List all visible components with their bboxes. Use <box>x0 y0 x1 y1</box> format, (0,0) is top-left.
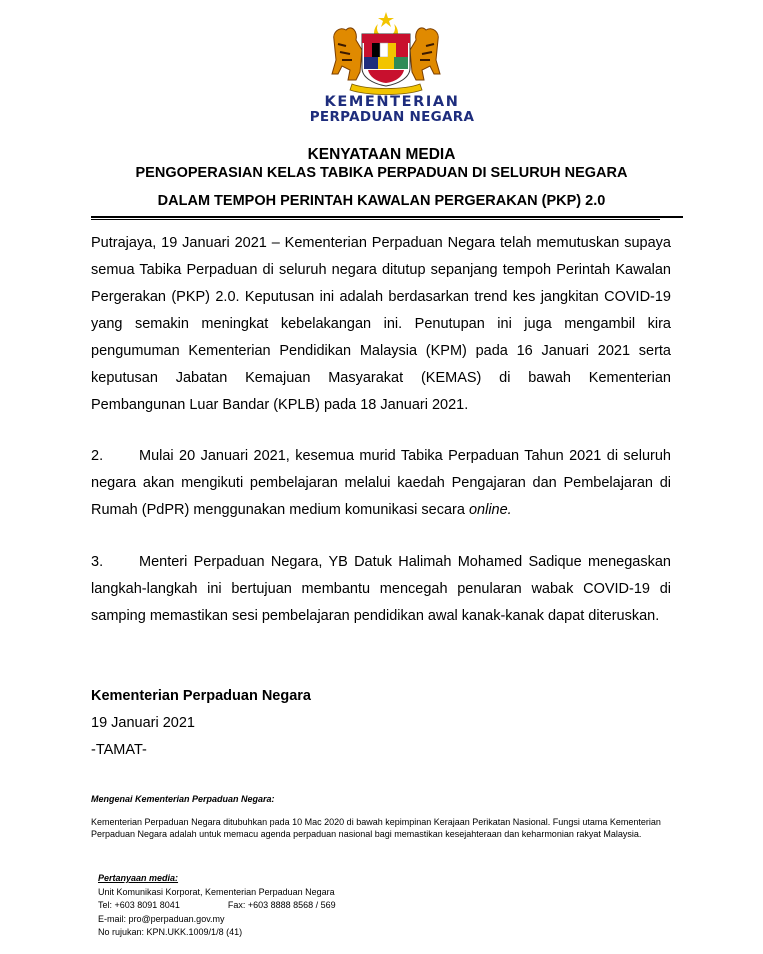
about-heading: Mengenai Kementerian Perpaduan Negara: <box>91 794 275 804</box>
contact-email: E-mail: pro@perpaduan.gov.my <box>98 913 225 924</box>
contact-reference: No rujukan: KPN.UKK.1009/1/8 (41) <box>98 927 243 937</box>
ministry-line-1: KEMENTERIAN <box>324 94 460 110</box>
divider-thick <box>91 216 683 218</box>
paragraph-3-text: Menteri Perpaduan Negara, YB Datuk Halimah Mohamed Sadique menegaskan langkah-langkah ini bertujuan membantu mencegah penularan wabak COVID-19 di samping memastikan sesi pembelajaran pendidikan awal kanak-kanak dapat diteruskan. <box>91 554 671 624</box>
headline-type: KENYATAAN MEDIA <box>307 146 456 163</box>
paragraph-1: Putrajaya, 19 Januari 2021 – Kementerian Perpaduan Negara telah memutuskan supaya semua Tabika Perpaduan di seluruh negara ditutup sepanjang tempoh Perintah Kawalan Pergerakan (PKP) 2.0. Keputusan ini adalah berdasarkan trend kes jangkitan COVID-19 yang semakin meningkat kebelakangan ini. Penutupan ini juga mengambil kira pengumuman Kementerian Pendidikan Malaysia (KPM) pada 16 Januari 2021 serta keputusan Jabatan Kemajuan Masyarakat (KEMAS) di bawah Kementerian Pembangunan Luar Bandar (KPLB) pada 18 Januari 2021. <box>91 235 671 413</box>
about-text: Kementerian Perpaduan Negara ditubuhkan pada 10 Mac 2020 di bawah kepimpinan Kerajaan Perikatan Nasional. Fungsi utama Kementerian Perpaduan Negara adalah untuk memacu agenda perpaduan nasional bagi memastikan kesejahteraan dan keharmonian rakyat Malaysia. <box>91 817 661 839</box>
divider-thin <box>91 219 660 220</box>
contact-phone-row <box>98 899 336 913</box>
headline-subtitle: DALAM TEMPOH PERINTAH KAWALAN PERGERAKAN (PKP) 2.0 <box>157 193 606 209</box>
signoff-date: 19 Januari 2021 <box>91 715 195 731</box>
paragraph-2-text: Mulai 20 Januari 2021, kesemua murid Tabika Perpaduan Tahun 2021 di seluruh negara akan mengikuti pembelajaran melalui kaedah Pengajaran dan Pembelajaran di Rumah (PdPR) menggunakan medium komunikasi secara <box>91 448 671 518</box>
paragraph-3-number: 3. <box>91 554 104 570</box>
contact-heading: Pertanyaan media: <box>98 873 179 883</box>
signoff <box>91 683 311 764</box>
contact-fax: Fax: +603 8888 8568 / 569 <box>227 900 336 910</box>
media-contact <box>98 872 336 940</box>
paragraph-2 <box>91 443 671 524</box>
ministry-wordmark <box>300 95 484 125</box>
paragraph-2-number: 2. <box>91 448 104 464</box>
coat-of-arms-icon <box>328 10 444 96</box>
paragraph-2-italic: online. <box>468 502 512 518</box>
paragraph-3 <box>91 549 671 630</box>
headline-title: PENGOPERASIAN KELAS TABIKA PERPADUAN DI SELURUH NEGARA <box>135 165 628 181</box>
signoff-end: -TAMAT- <box>91 742 147 758</box>
contact-unit: Unit Komunikasi Korporat, Kementerian Perpaduan Negara <box>98 886 335 897</box>
contact-tel: Tel: +603 8091 8041 <box>98 900 180 910</box>
signoff-org: Kementerian Perpaduan Negara <box>91 688 311 704</box>
headline <box>0 145 763 211</box>
ministry-line-2: PERPADUAN NEGARA <box>309 109 475 125</box>
